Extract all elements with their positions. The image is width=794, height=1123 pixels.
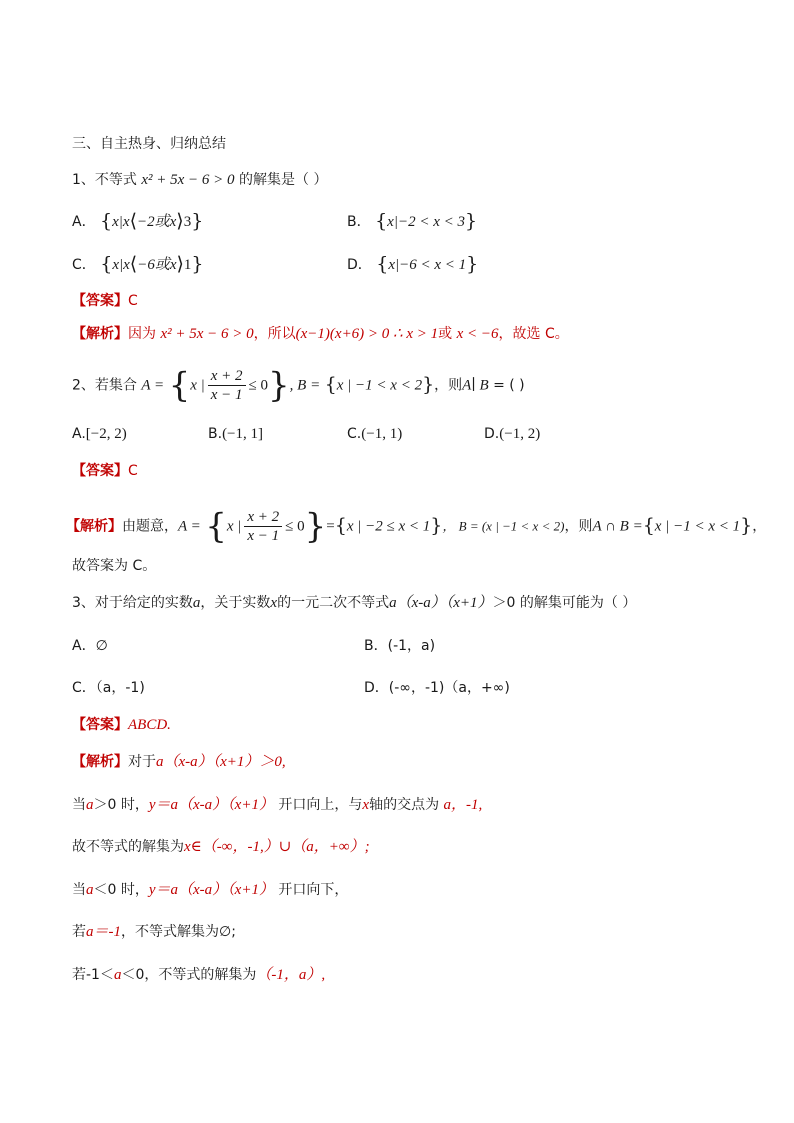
q2-tail-math: A∣ B bbox=[462, 377, 489, 394]
left-angle-icon: ⟨ bbox=[129, 210, 137, 232]
q3-l6-text-2: ＜0，不等式的解集为 bbox=[121, 967, 257, 983]
q2-analysis-fraction bbox=[244, 508, 282, 545]
answer-tag: 【答案】 bbox=[72, 463, 128, 479]
q3-l2-math-2: y＝a（x-a）（x+1） bbox=[148, 797, 274, 813]
q2-analysis-fraction-numerator: x + 2 bbox=[244, 508, 282, 527]
q3-option-d-label: D． bbox=[364, 680, 389, 696]
q2-option-c[interactable] bbox=[347, 423, 402, 445]
q2-option-d-value: (−1, 2) bbox=[499, 426, 541, 442]
q3-l3-text-1: 故不等式的解集为 bbox=[72, 839, 184, 855]
q1-option-d-cond: |−6 < x < 1 bbox=[395, 257, 467, 273]
q3-var-x: x bbox=[270, 595, 278, 611]
q3-option-b-label: B． bbox=[364, 638, 388, 654]
right-brace-icon: } bbox=[304, 506, 327, 547]
right-brace-icon: } bbox=[464, 210, 478, 232]
q3-var-a: a bbox=[192, 595, 201, 611]
q1-option-a-cond: |x bbox=[118, 214, 130, 230]
q2-analysis-text-1: 由题意， bbox=[122, 518, 178, 535]
q1-stem bbox=[72, 170, 327, 190]
q2-fraction-numerator: x + 2 bbox=[208, 367, 246, 386]
q3-text-2: ，关于实数 bbox=[200, 595, 271, 611]
q3-text-1: 3、对于给定的实数 bbox=[72, 595, 193, 611]
q1-option-c-end: 1 bbox=[183, 257, 192, 273]
q2-option-b-label: B. bbox=[208, 426, 223, 442]
q3-option-b[interactable] bbox=[364, 635, 435, 657]
q1-option-d[interactable] bbox=[347, 253, 478, 276]
left-brace-icon: { bbox=[334, 514, 347, 537]
q2-analysis-eq: = bbox=[326, 518, 335, 535]
q1-analysis-text-3: 或 bbox=[438, 326, 453, 342]
q3-l1-text: 对于 bbox=[128, 754, 156, 770]
q1-analysis-text-1: 因为 bbox=[128, 326, 156, 342]
q2-option-c-label: C. bbox=[347, 426, 362, 442]
q2-analysis-rhs: ≤ 0 bbox=[285, 518, 305, 535]
answer-tag: 【答案】 bbox=[72, 717, 128, 733]
q3-l2-text-1: 当 bbox=[72, 797, 86, 813]
right-brace-icon: } bbox=[422, 373, 435, 396]
q3-option-c-label: C． bbox=[72, 680, 96, 696]
q1-option-c-cond: |x bbox=[119, 257, 130, 273]
q3-l4-text-1: 当 bbox=[72, 882, 86, 898]
q3-l4-math-2: y＝a（x-a）（x+1） bbox=[148, 882, 274, 898]
q1-option-b-cond: |−2 < x < 3 bbox=[393, 214, 465, 230]
q1-option-b[interactable] bbox=[347, 210, 477, 233]
right-brace-icon: } bbox=[191, 210, 204, 232]
q3-option-a-label: A． bbox=[72, 638, 96, 654]
q2-fraction bbox=[208, 367, 246, 404]
analysis-tag: 【解析】 bbox=[66, 518, 122, 535]
q3-analysis-line-1 bbox=[72, 752, 286, 772]
q2-set-a-rhs: ≤ 0 bbox=[248, 377, 269, 394]
q1-option-c-var: x bbox=[112, 257, 119, 273]
analysis-tag: 【解析】 bbox=[72, 754, 128, 770]
section-heading: 三、自主热身、归纳总结 bbox=[72, 136, 226, 152]
q3-stem bbox=[72, 593, 636, 613]
q2-analysis-then: ，则 bbox=[564, 518, 593, 535]
left-brace-icon: { bbox=[100, 210, 113, 232]
q1-expression: x² + 5x − 6 > 0 bbox=[141, 172, 235, 188]
q3-option-d[interactable] bbox=[364, 677, 510, 699]
q3-l5-text-1: 若 bbox=[72, 924, 86, 940]
q3-analysis-line-4 bbox=[72, 880, 348, 900]
q2-option-a-label: A. bbox=[72, 426, 86, 442]
q2-analysis-end: ， bbox=[752, 518, 767, 535]
left-brace-icon: { bbox=[375, 210, 388, 232]
q3-option-c[interactable] bbox=[72, 677, 145, 699]
q2-set-a-var: x | bbox=[190, 377, 205, 394]
q3-l6-text-1: 若-1＜ bbox=[72, 967, 114, 983]
q2-analysis-set-3: x | −1 < x < 1 bbox=[654, 518, 741, 535]
q3-analysis-line-2 bbox=[72, 795, 482, 815]
q1-option-d-var: x bbox=[388, 257, 395, 273]
q3-option-a[interactable] bbox=[72, 635, 108, 657]
q1-option-d-label: D． bbox=[347, 257, 372, 273]
left-brace-icon: { bbox=[100, 253, 113, 275]
q1-option-c[interactable] bbox=[72, 253, 204, 276]
q1-analysis bbox=[72, 324, 569, 344]
q2-option-d[interactable] bbox=[484, 423, 540, 445]
q1-prefix: 1、不等式 bbox=[72, 172, 137, 188]
q2-analysis-fraction-denominator: x − 1 bbox=[247, 528, 280, 544]
q2-tail-end: = ( ) bbox=[493, 377, 525, 394]
right-angle-icon: ⟩ bbox=[176, 210, 184, 232]
q1-option-a-var: x bbox=[112, 214, 119, 230]
right-angle-icon: ⟩ bbox=[176, 253, 184, 275]
q3-l1-math: a（x-a）（x+1）＞0, bbox=[156, 754, 286, 770]
q2-analysis-lhs: A = bbox=[178, 518, 201, 535]
q3-l2-math-1: a bbox=[86, 797, 94, 813]
q2-analysis-var: x | bbox=[226, 518, 242, 535]
q3-expression: a（x-a）（x+1） bbox=[389, 595, 493, 611]
q1-option-a-mid: −2或x bbox=[137, 214, 177, 230]
q1-suffix: 的解集是（ ） bbox=[239, 172, 328, 188]
right-brace-icon: } bbox=[191, 253, 204, 275]
left-brace-icon: { bbox=[376, 253, 389, 275]
q3-l3-math-1: x∈（-∞，-1,）∪（a，+∞）; bbox=[184, 839, 370, 855]
q1-analysis-math-3: x < −6 bbox=[456, 326, 499, 342]
left-brace-icon: { bbox=[168, 365, 191, 406]
q2-analysis-set-b: ， B = (x | −1 < x < 2) bbox=[442, 518, 565, 534]
q2-option-c-value: (−1, 1) bbox=[361, 426, 403, 442]
q3-l5-text-2: ，不等式解集为∅; bbox=[121, 924, 236, 940]
q2-answer bbox=[72, 461, 138, 481]
q2-tail-text: ，则 bbox=[434, 377, 463, 394]
q3-l4-text-3: 开口向下， bbox=[278, 882, 349, 898]
q2-answer-value: C bbox=[128, 463, 138, 479]
q3-analysis-line-3 bbox=[72, 837, 370, 857]
right-brace-icon: } bbox=[466, 253, 479, 275]
q1-analysis-math-2: (x−1)(x+6) > 0 ∴ x > 1 bbox=[295, 326, 439, 342]
q2-option-b-value: (−1, 1] bbox=[222, 426, 264, 442]
answer-tag: 【答案】 bbox=[72, 293, 128, 309]
q2-analysis-intersection: A ∩ B = bbox=[592, 518, 643, 535]
q2-option-a[interactable] bbox=[72, 423, 127, 445]
q2-prefix: 2、若集合 bbox=[72, 377, 137, 394]
q3-l2-text-4: 轴的交点为 bbox=[369, 797, 440, 813]
q3-answer-value: ABCD. bbox=[128, 717, 171, 733]
q2-option-d-label: D. bbox=[484, 426, 500, 442]
q3-option-c-value: （a，-1) bbox=[95, 680, 145, 696]
q3-l2-math-3: x bbox=[362, 797, 370, 813]
q2-analysis-set-2: x | −2 ≤ x < 1 bbox=[346, 518, 431, 535]
q2-set-a-lhs: A = bbox=[141, 377, 165, 394]
q3-l4-text-2: ＜0 时， bbox=[93, 882, 149, 898]
q1-option-c-label: C． bbox=[72, 257, 96, 273]
q3-l2-text-2: ＞0 时， bbox=[93, 797, 149, 813]
left-angle-icon: ⟨ bbox=[129, 253, 138, 275]
q3-analysis-line-5 bbox=[72, 922, 236, 942]
q3-answer bbox=[72, 715, 171, 735]
q1-analysis-text-4: ，故选 C。 bbox=[498, 326, 569, 342]
right-brace-icon: } bbox=[430, 514, 443, 537]
left-brace-icon: { bbox=[205, 506, 227, 547]
analysis-tag: 【解析】 bbox=[72, 326, 128, 342]
q2-option-b[interactable] bbox=[208, 423, 263, 445]
q1-option-c-mid: −6或x bbox=[137, 257, 177, 273]
q2-fraction-denominator: x − 1 bbox=[210, 387, 243, 403]
q3-l5-math-1: a＝-1 bbox=[86, 924, 121, 940]
q1-option-a[interactable] bbox=[72, 210, 203, 233]
q2-analysis bbox=[66, 508, 766, 545]
q3-l6-math-1: a bbox=[113, 967, 122, 983]
q1-option-a-end: 3 bbox=[183, 214, 192, 230]
q2-set-b-lhs: , B = bbox=[289, 377, 321, 394]
q3-option-d-value: (-∞，-1)（a，+∞) bbox=[388, 680, 510, 696]
q2-set-b-body: x | −1 < x < 2 bbox=[336, 377, 423, 394]
left-brace-icon: { bbox=[642, 514, 655, 537]
q2-stem bbox=[72, 367, 525, 404]
q3-option-a-value: ∅ bbox=[95, 638, 108, 654]
q3-l2-text-3: 开口向上，与 bbox=[278, 797, 363, 813]
q3-l4-math-1: a bbox=[86, 882, 94, 898]
q3-text-3: 的一元二次不等式 bbox=[277, 595, 390, 611]
q1-answer bbox=[72, 291, 138, 311]
q3-text-4: ＞0 的解集可能为（ ） bbox=[492, 595, 637, 611]
q1-analysis-text-2: ，所以 bbox=[253, 326, 296, 342]
q1-option-b-label: B． bbox=[347, 214, 371, 230]
q2-option-a-value: [−2, 2) bbox=[85, 426, 127, 442]
q3-analysis-line-6 bbox=[72, 965, 325, 985]
q1-analysis-math-1: x² + 5x − 6 > 0 bbox=[160, 326, 254, 342]
q2-analysis-conclusion: 故答案为 C。 bbox=[72, 558, 157, 574]
left-brace-icon: { bbox=[324, 373, 337, 396]
right-brace-icon: } bbox=[268, 365, 290, 406]
q1-option-a-label: A． bbox=[72, 214, 96, 230]
right-brace-icon: } bbox=[740, 514, 753, 537]
q3-l6-math-2: （-1，a）, bbox=[256, 967, 326, 983]
q1-option-b-var: x bbox=[387, 214, 394, 230]
q1-answer-value: C bbox=[128, 293, 138, 309]
q3-l2-math-4: a，-1, bbox=[443, 797, 483, 813]
q3-option-b-value: (-1，a) bbox=[387, 638, 436, 654]
